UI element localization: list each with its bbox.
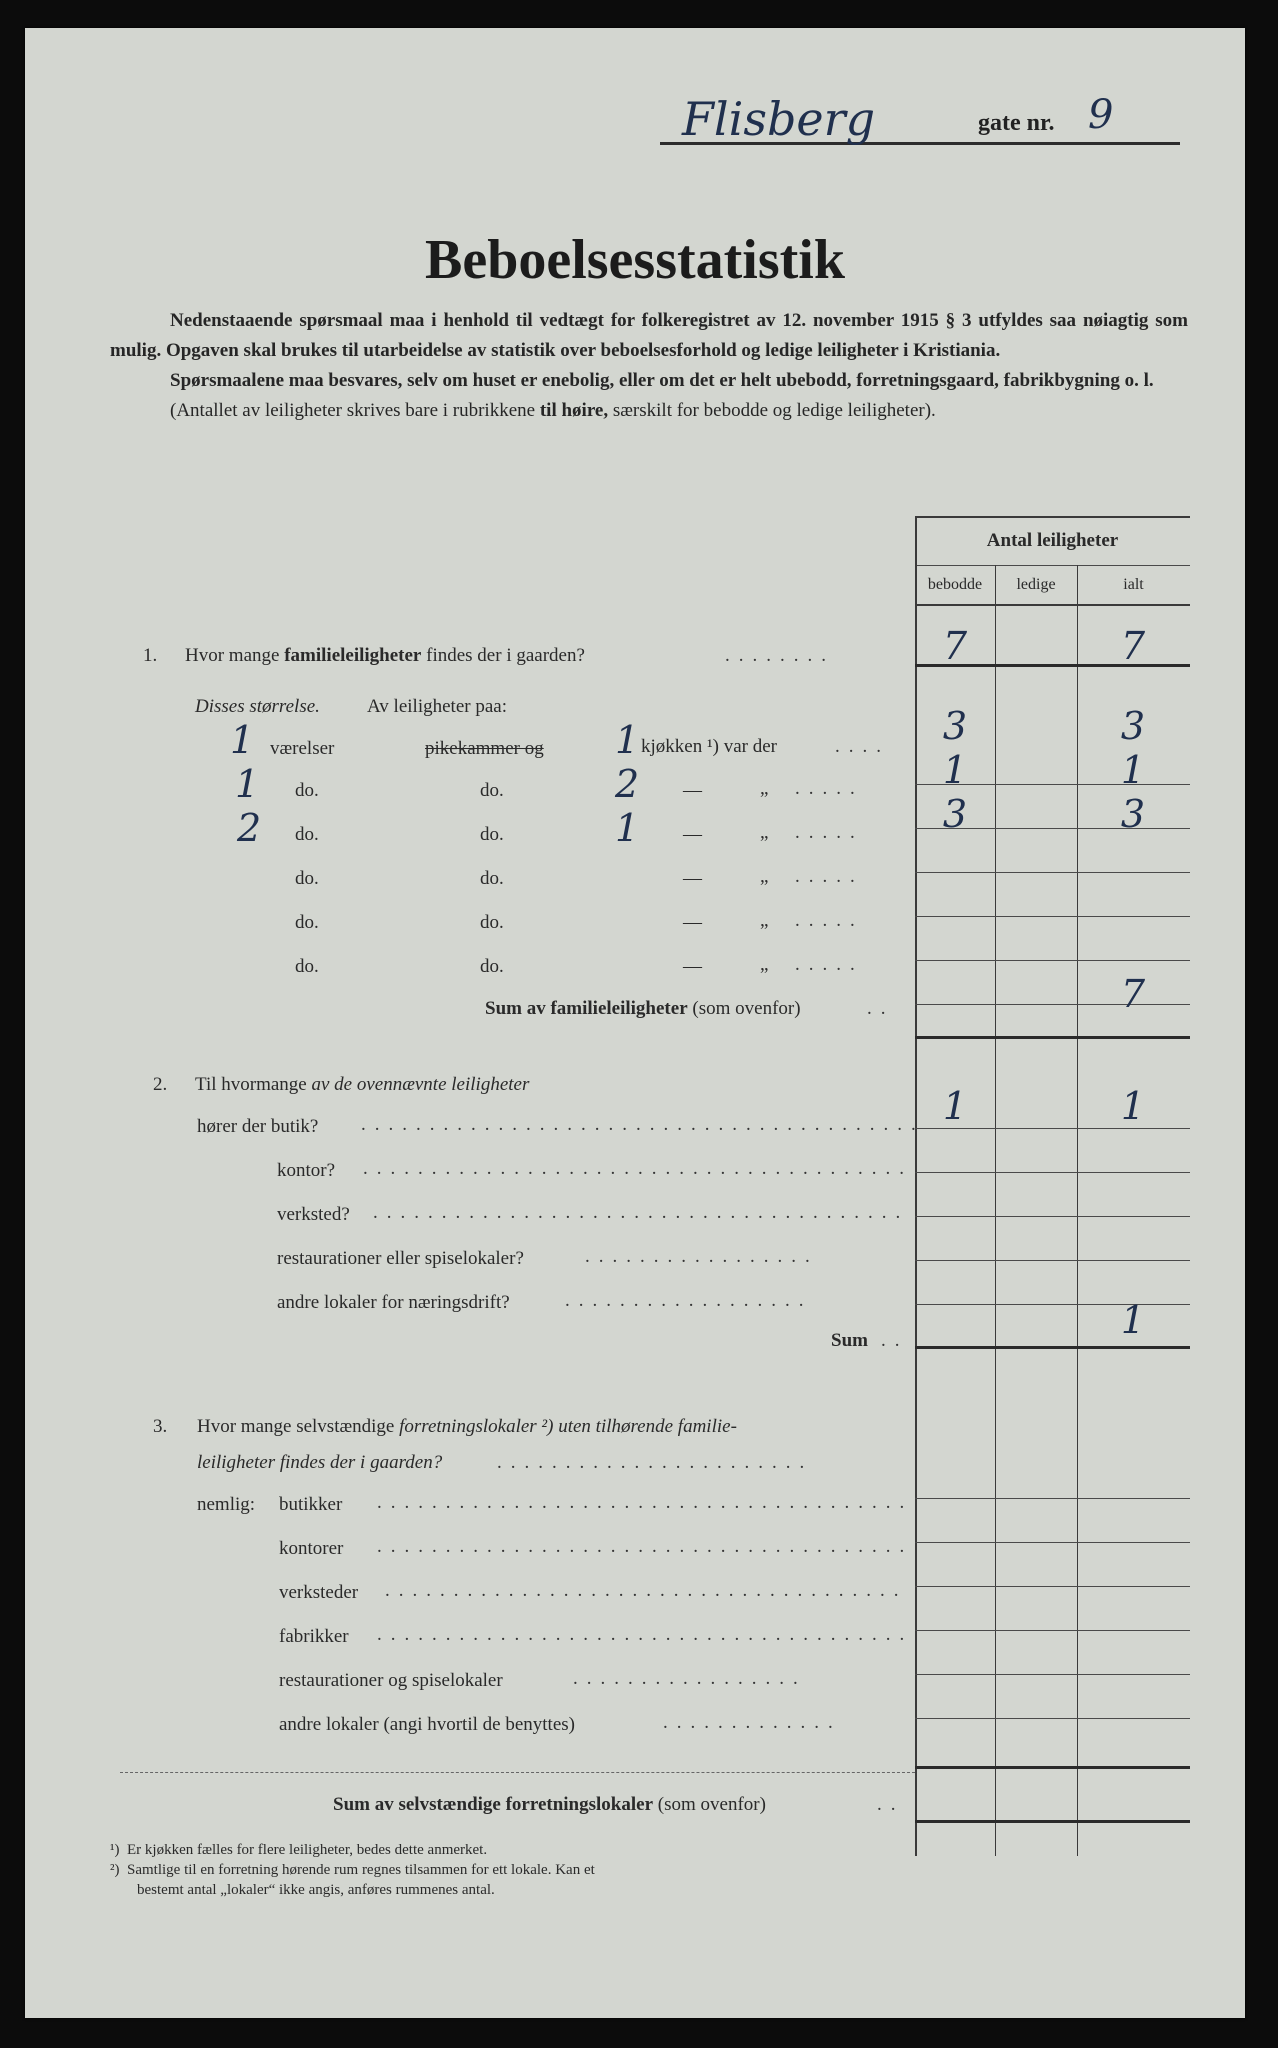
q3-butikker-label: butikker xyxy=(279,1494,343,1515)
size-row-5-line xyxy=(915,960,1190,961)
sizes-label: Disses størrelse. xyxy=(195,696,320,717)
q2-butik-ialt: 1 xyxy=(1120,1084,1146,1128)
q2-sum-ialt: 1 xyxy=(1120,1298,1146,1342)
q3-row-2-line xyxy=(915,1542,1190,1543)
q3-fabrikker-dots: ....................................... xyxy=(377,1624,914,1645)
q3-question-dots: ....................... xyxy=(497,1452,814,1473)
footnote-1-text: Er kjøkken fælles for flere leiligheter, bedes dette anmerket. xyxy=(127,1842,488,1858)
street-name-handwritten: Flisberg xyxy=(682,92,876,146)
q2-text-a: Til hvormange xyxy=(195,1074,312,1095)
q3-butikker-dots: ....................................... xyxy=(377,1492,914,1513)
col-divider-1 xyxy=(995,565,996,1856)
q3-text-b: forretningslokaler ²) uten tilhørende familie- xyxy=(399,1416,737,1437)
col-bebodde: bebodde xyxy=(927,576,983,593)
col-divider-2 xyxy=(1077,565,1078,1856)
size-row-3-dash: — xyxy=(683,824,702,845)
intro-paragraph-3 xyxy=(110,396,1188,426)
q2-row-2-line xyxy=(915,1172,1190,1173)
size-row-5-do-1: do. xyxy=(295,912,319,933)
intro-text xyxy=(110,306,1188,426)
gate-label: gate nr. xyxy=(978,110,1055,136)
size-row-3-ialt: 3 xyxy=(1120,792,1146,836)
q1-leader-dots: ........ xyxy=(725,645,835,666)
q2-kontor-label: kontor? xyxy=(277,1160,336,1181)
table-left-border xyxy=(915,516,917,1856)
col-ledige: ledige xyxy=(1016,576,1056,593)
size-row-3-bebodde: 3 xyxy=(942,792,968,836)
q3-verksteder-dots: ...................................... xyxy=(385,1580,908,1601)
q3-number: 3. xyxy=(153,1416,168,1437)
footnote-1-mark: ¹) xyxy=(110,1842,120,1858)
q3-sum-line xyxy=(915,1766,1190,1769)
size-row-6-quote: „ xyxy=(760,954,769,975)
q1-text-b: familieleiligheter xyxy=(284,645,422,666)
q3-separator-dashed xyxy=(120,1772,915,1774)
size-row-1-rooms: 1 xyxy=(230,718,255,762)
q3-text-a: Hvor mange selvstændige xyxy=(197,1416,400,1437)
q3-question-line-1 xyxy=(197,1416,737,1438)
q1-question xyxy=(185,645,585,667)
q3-row-6-line xyxy=(915,1718,1190,1719)
footnote-2-text-a: Samtlige til en forretning hørende rum regnes tilsammen for ett lokale. Kan et xyxy=(127,1862,595,1878)
intro-p3-part-b: til høire, xyxy=(539,400,609,421)
q1-sum-label xyxy=(485,998,801,1020)
q3-row-4-line xyxy=(915,1630,1190,1631)
intro-paragraph-2: Spørsmaalene maa besvares, selv om huset er enebolig, eller om det er helt ubebodd, forretningsgaard, fabrikbygning o. l. xyxy=(170,370,1154,391)
q2-andre-label: andre lokaler for næringsdrift? xyxy=(277,1292,510,1313)
size-row-4-line xyxy=(915,916,1190,917)
q2-restaurationer-label: restaurationer eller spiselokaler? xyxy=(277,1248,524,1269)
street-header xyxy=(660,92,1180,146)
size-row-3-do-2: do. xyxy=(480,824,504,845)
q1-text-a: Hvor mange xyxy=(185,645,285,666)
q1-number: 1. xyxy=(143,645,158,666)
q3-kontorer-label: kontorer xyxy=(279,1538,344,1559)
q2-row-4-line xyxy=(915,1260,1190,1261)
size-row-6-do-1: do. xyxy=(295,956,319,977)
q1-bebodde-value: 7 xyxy=(942,624,968,668)
census-form-sheet xyxy=(25,28,1245,2018)
size-row-4-quote: „ xyxy=(760,866,769,887)
q3-row-1-line xyxy=(915,1498,1190,1499)
size-row-4-do-1: do. xyxy=(295,868,319,889)
size-row-6-do-2: do. xyxy=(480,956,504,977)
q2-butik-label: hører der butik? xyxy=(197,1116,319,1137)
footnote-1 xyxy=(110,1840,487,1860)
q2-butik-dots: ......................................... xyxy=(361,1114,925,1135)
q1-text-c: findes der i gaarden? xyxy=(421,645,585,666)
size-row-4-dots: ..... xyxy=(795,866,864,887)
size-row-5-dash: — xyxy=(683,912,702,933)
q3-fabrikker-label: fabrikker xyxy=(279,1626,349,1647)
q2-row-3-line xyxy=(915,1216,1190,1217)
size-row-3-kitchen: 1 xyxy=(615,806,640,850)
footnote-2-mark: ²) xyxy=(110,1862,120,1878)
q2-text-b: av de ovennævnte leiligheter xyxy=(311,1074,530,1095)
q2-verksted-dots: ....................................... xyxy=(373,1202,910,1223)
q3-question-line-2: leiligheter findes der i gaarden? xyxy=(197,1452,443,1473)
q3-restaurationer-dots: ................. xyxy=(573,1668,807,1689)
q1-ialt-value: 7 xyxy=(1120,624,1146,668)
size-row-3-line xyxy=(915,872,1190,873)
q1-sum-line xyxy=(915,1036,1190,1039)
q3-andre-label: andre lokaler (angi hvortil de benyttes) xyxy=(279,1714,575,1735)
size-row-3-dots: ..... xyxy=(795,822,864,843)
q2-restaurationer-dots: ................. xyxy=(585,1246,819,1267)
intro-paragraph-1: Nedenstaaende spørsmaal maa i henhold til vedtægt for folkeregistret av 12. november 1915 § 3 utfyldes saa nøiagtig som mulig. Opgaven skal brukes til utarbeidelse av statistik over beboelsesforhold og ledige leiligheter i Kristiania. xyxy=(110,310,1188,361)
q3-kontorer-dots: ....................................... xyxy=(377,1536,914,1557)
footnote-2 xyxy=(110,1860,595,1880)
pikekammer-label: pikekammer og xyxy=(425,738,544,759)
size-row-5-quote: „ xyxy=(760,910,769,931)
q2-sum-label: Sum xyxy=(831,1330,868,1351)
table-bottom-line xyxy=(915,1820,1190,1823)
table-top-border xyxy=(915,516,1190,518)
size-row-5-do-2: do. xyxy=(480,912,504,933)
size-row-1-kitchen: 1 xyxy=(615,718,640,762)
q2-row-1-line xyxy=(915,1128,1190,1129)
size-row-2-ialt: 1 xyxy=(1120,748,1146,792)
table-header-divider xyxy=(915,565,1190,566)
size-row-3-rooms: 2 xyxy=(237,806,262,850)
col-ialt: ialt xyxy=(1123,576,1144,593)
size-row-6-dots: ..... xyxy=(795,954,864,975)
q3-sum-label-a: Sum av selvstændige forretningslokaler xyxy=(333,1794,654,1815)
q3-andre-dots: ............. xyxy=(663,1712,842,1733)
vaerelser-label: værelser xyxy=(270,738,335,759)
page-title: Beboelsesstatistik xyxy=(425,229,845,291)
gate-number-handwritten: 9 xyxy=(1088,92,1114,138)
size-row-2-do-2: do. xyxy=(480,780,504,801)
size-row-4-dash: — xyxy=(683,868,702,889)
q3-sum-label xyxy=(333,1794,766,1816)
size-row-3-quote: „ xyxy=(760,822,769,843)
intro-p3-part-c: særskilt for bebodde og ledige leiligheter). xyxy=(608,400,936,421)
q2-question xyxy=(195,1074,529,1096)
footnote-2-cont: bestemt antal „lokaler“ ikke angis, anføres rummenes antal. xyxy=(137,1882,495,1898)
q2-sum-line xyxy=(915,1346,1190,1349)
size-row-6-dash: — xyxy=(683,956,702,977)
q2-butik-bebodde: 1 xyxy=(942,1084,968,1128)
q2-verksted-label: verksted? xyxy=(277,1204,350,1225)
sizes-label-2: Av leiligheter paa: xyxy=(367,696,507,717)
size-row-2-dots: ..... xyxy=(795,778,864,799)
size-row-3-do-1: do. xyxy=(295,824,319,845)
size-row-2-do-1: do. xyxy=(295,780,319,801)
q1-sum-dots: .. xyxy=(867,998,895,1019)
size-row-1-bebodde: 3 xyxy=(942,704,968,748)
size-row-2-dash: — xyxy=(683,780,702,801)
size-row-1-ialt: 3 xyxy=(1120,704,1146,748)
q3-row-3-line xyxy=(915,1586,1190,1587)
q2-kontor-dots: ........................................ xyxy=(363,1158,913,1179)
table-title: Antal leiligheter xyxy=(986,530,1119,551)
q3-verksteder-label: verksteder xyxy=(279,1582,359,1603)
intro-p3-part-a: (Antallet av leiligheter skrives bare i rubrikkene xyxy=(170,400,540,421)
size-row-2-rooms: 1 xyxy=(235,762,260,806)
q3-restaurationer-label: restaurationer og spiselokaler xyxy=(279,1670,503,1691)
size-row-2-quote: „ xyxy=(760,778,769,799)
q3-sum-dots: .. xyxy=(877,1794,905,1815)
q2-number: 2. xyxy=(153,1074,168,1095)
q3-nemlig-label: nemlig: xyxy=(197,1494,256,1515)
kjokken-label: kjøkken ¹) var der xyxy=(641,736,778,757)
size-row-2-kitchen: 2 xyxy=(615,762,640,806)
size-row-2-bebodde: 1 xyxy=(942,748,968,792)
q3-row-5-line xyxy=(915,1674,1190,1675)
size-row-4-do-2: do. xyxy=(480,868,504,889)
table-header-bottom xyxy=(915,604,1190,606)
q1-sum-ialt: 7 xyxy=(1120,972,1146,1016)
size-row-5-dots: ..... xyxy=(795,910,864,931)
size-row-1-dots: .... xyxy=(835,736,890,757)
q2-sum-dots: .. xyxy=(881,1330,909,1351)
q3-sum-label-b: (som ovenfor) xyxy=(653,1794,766,1815)
q2-andre-dots: .................. xyxy=(565,1290,813,1311)
q1-sum-label-b: (som ovenfor) xyxy=(687,998,801,1019)
q1-sum-label-a: Sum av familieleiligheter xyxy=(485,998,688,1019)
